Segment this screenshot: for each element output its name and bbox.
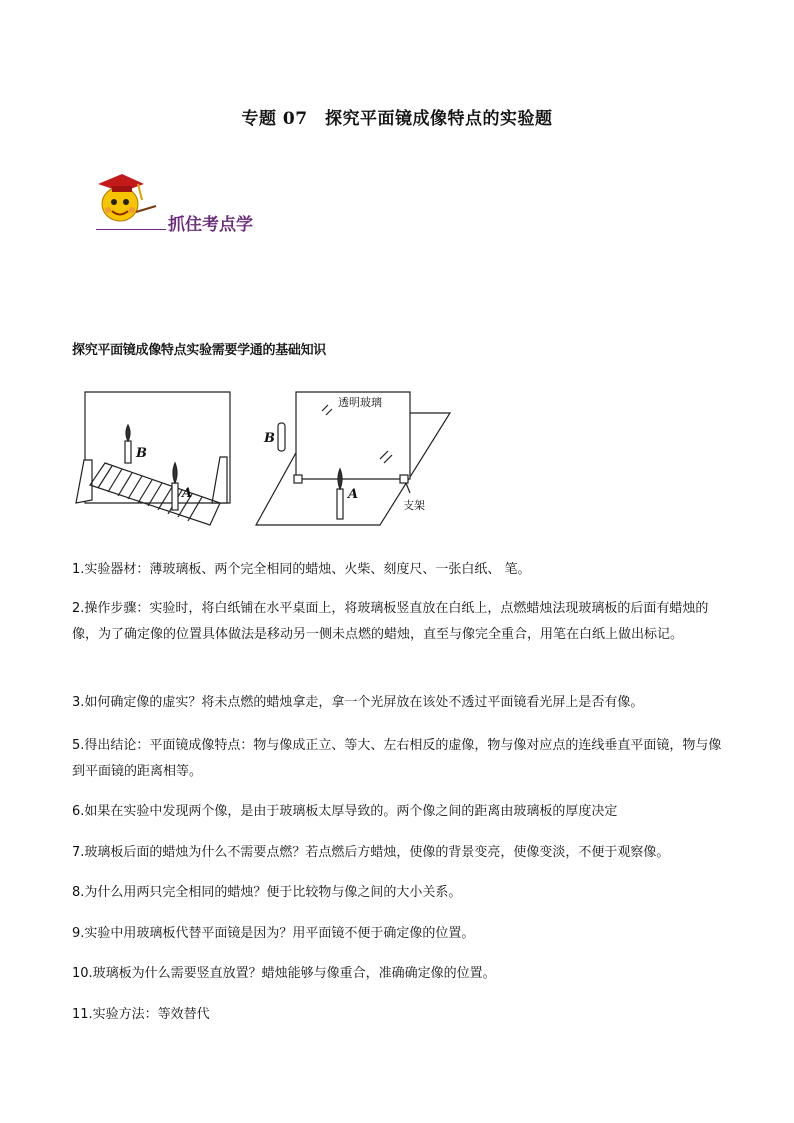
list-item: 3.如何确定像的虚实？将未点燃的蜡烛拿走，拿一个光屏放在该处不透过平面镜看光屏上是否有像。 (72, 695, 644, 710)
list-item: 9.实验中用玻璃板代替平面镜是因为？用平面镜不便于确定像的位置。 (72, 926, 475, 941)
list-item: 6.如果在实验中发现两个像，是由于玻璃板太厚导致的。两个像之间的距离由玻璃板的厚度决定 (72, 804, 618, 819)
list-item: 8.为什么用两只完全相同的蜡烛？便于比较物与像之间的大小关系。 (72, 885, 462, 900)
stand-label: 支架 (403, 499, 425, 512)
glass-board-diagram (76, 392, 230, 525)
glass-label: 透明玻璃 (338, 396, 382, 409)
list-item: 10.玻璃板为什么需要竖直放置？蜡烛能够与像重合，准确确定像的位置。 (72, 966, 496, 981)
badge-underline (96, 229, 166, 230)
label-a-left: A (182, 486, 193, 501)
list-item: 5.得出结论：平面镜成像特点：物与像成正立、等大、左右相反的虚像，物与像对应点的连线垂直平面镜，物与像到平面镜的距离相等。 (72, 738, 722, 779)
list-item: 1.实验器材：薄玻璃板、两个完全相同的蜡烛、火柴、刻度尺、一张白纸、 笔。 (72, 562, 531, 577)
label-b-right: B (264, 431, 275, 446)
section-heading: 探究平面镜成像特点实验需要学通的基础知识 (72, 343, 327, 358)
list-item: 2.操作步骤：实验时，将白纸铺在水平桌面上，将玻璃板竖直放在白纸上，点燃蜡烛法现玻璃板的后面有蜡烛的像，为了确定像的位置具体做法是移动另一侧未点燃的蜡烛，直至与像完全重合，用笔在白纸上做出标记。 (72, 601, 709, 642)
page-title: 专题 07 探究平面镜成像特点的实验题 (241, 109, 553, 129)
list-item: 7.玻璃板后面的蜡烛为什么不需要点燃？若点燃后方蜡烛，使像的背景变亮，使像变淡，不便于观察像。 (72, 845, 670, 860)
badge-text: 抓住考点学 (168, 215, 253, 235)
label-b-left: B (136, 446, 147, 461)
label-a-right: A (348, 487, 359, 502)
experiment-figure (70, 385, 460, 535)
list-item: 11.实验方法：等效替代 (72, 1007, 210, 1022)
